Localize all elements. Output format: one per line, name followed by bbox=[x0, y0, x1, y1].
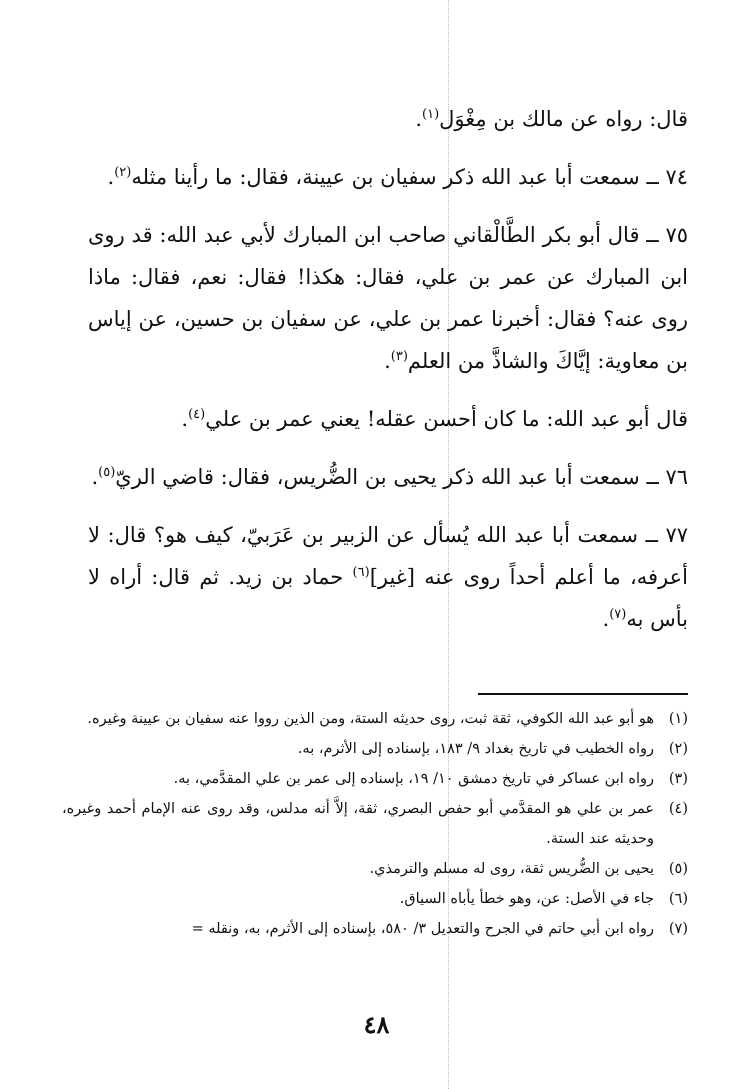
paragraph-tail: . bbox=[107, 165, 115, 189]
footnote bbox=[62, 794, 688, 854]
footnote-ref: (٥) bbox=[98, 465, 116, 480]
paragraph bbox=[88, 456, 688, 498]
footnote-text: عمر بن علي هو المقدَّمي أبو حفص البصري، ثقة، إلاَّ أنه مدلس، وقد روى عنه الإمام أحمد وغيره، وحديثه عند الستة. bbox=[62, 801, 654, 847]
footnote-number: (٢) bbox=[668, 741, 688, 757]
paragraph-text: قال: رواه عن مالك بن مِغْوَل bbox=[439, 107, 688, 131]
footnote-text: هو أبو عبد الله الكوفي، ثقة ثبت، روى حديثه الستة، ومن الذين رووا عنه سفيان بن عيينة وغيره. bbox=[87, 711, 654, 727]
footnote-number: (٦) bbox=[668, 891, 688, 907]
footnote-ref: (٤) bbox=[188, 407, 206, 422]
paragraph-text: ٧٦ ــ سمعت أبا عبد الله ذكر يحيى بن الضُّريس، فقال: قاضي الريّ bbox=[115, 465, 688, 489]
footnote bbox=[62, 704, 688, 734]
footnote-text: رواه ابن أبي حاتم في الجرح والتعديل ٣/ ٥٨٠، بإسناده إلى الأثرم، به، ونقله = bbox=[191, 921, 654, 937]
footnote-text: رواه ابن عساكر في تاريخ دمشق ١٠/ ١٩، بإسناده إلى عمر بن علي المقدَّمي، به. bbox=[173, 771, 654, 787]
footnote bbox=[62, 854, 688, 884]
footnote bbox=[62, 884, 688, 914]
paragraph-tail: . bbox=[181, 407, 189, 431]
footnote bbox=[62, 914, 688, 944]
paragraph-text: ٧٤ ــ سمعت أبا عبد الله ذكر سفيان بن عيينة، فقال: ما رأينا مثله bbox=[131, 165, 688, 189]
footnote-number: (٣) bbox=[668, 771, 688, 787]
page-number: ٤٨ bbox=[363, 1010, 390, 1039]
paragraph-tail: . bbox=[415, 107, 423, 131]
paragraph-text: ٧٥ ــ قال أبو بكر الطَّالْقاني صاحب ابن المبارك لأبي عبد الله: قد روى ابن المبارك عن عمر بن علي، فقال: هكذا! فقال: نعم، فقال: ماذا روى عنه؟ فقال: أخبرنا عمر بن علي، عن سفيان بن حسين، عن إياس بن معاوية: إيَّاكَ والشاذَّ من العلم bbox=[88, 223, 688, 373]
paragraph bbox=[88, 398, 688, 440]
paragraph-tail: . bbox=[384, 349, 391, 373]
footnote-number: (١) bbox=[668, 711, 688, 727]
footnote-separator bbox=[478, 693, 688, 695]
footnote-ref: (٢) bbox=[114, 165, 132, 180]
footnote-number: (٥) bbox=[668, 861, 688, 877]
footnote-text: يحيى بن الضُّريس ثقة، روى له مسلم والترمذي. bbox=[369, 861, 654, 877]
paragraph-text: قال أبو عبد الله: ما كان أحسن عقله! يعني عمر بن علي bbox=[205, 407, 688, 431]
footnote bbox=[62, 734, 688, 764]
footnote-ref: (٧) bbox=[609, 607, 627, 622]
footnote-ref: (٣) bbox=[390, 349, 408, 364]
footnote-ref: (١) bbox=[422, 107, 440, 122]
footnote-number: (٤) bbox=[668, 801, 688, 817]
footnotes bbox=[62, 704, 688, 944]
footnote-text: رواه الخطيب في تاريخ بغداد ٩/ ١٨٣، بإسناده إلى الأثرم، به. bbox=[297, 741, 654, 757]
paragraph bbox=[88, 98, 688, 140]
paragraph bbox=[88, 214, 688, 382]
footnote-text: جاء في الأصل: عن، وهو خطأ يأباه السياق. bbox=[399, 891, 654, 907]
footnote-number: (٧) bbox=[668, 921, 688, 937]
paragraph-tail: . bbox=[91, 465, 99, 489]
main-text bbox=[88, 98, 688, 656]
paragraph-text: ٧٧ ــ سمعت أبا عبد الله يُسأل عن الزبير بن عَرَبيّ، كيف هو؟ قال: لا أعرفه، ما أعلم أحداً روى عنه [غير] bbox=[88, 523, 688, 589]
footnote bbox=[62, 764, 688, 794]
paragraph-tail: . bbox=[602, 607, 610, 631]
footnote-ref: (٦) bbox=[352, 565, 370, 580]
paragraph-tail: حماد بن زيد. ثم قال: أراه لا بأس به bbox=[88, 565, 688, 631]
paragraph bbox=[88, 514, 688, 640]
paragraph bbox=[88, 156, 688, 198]
